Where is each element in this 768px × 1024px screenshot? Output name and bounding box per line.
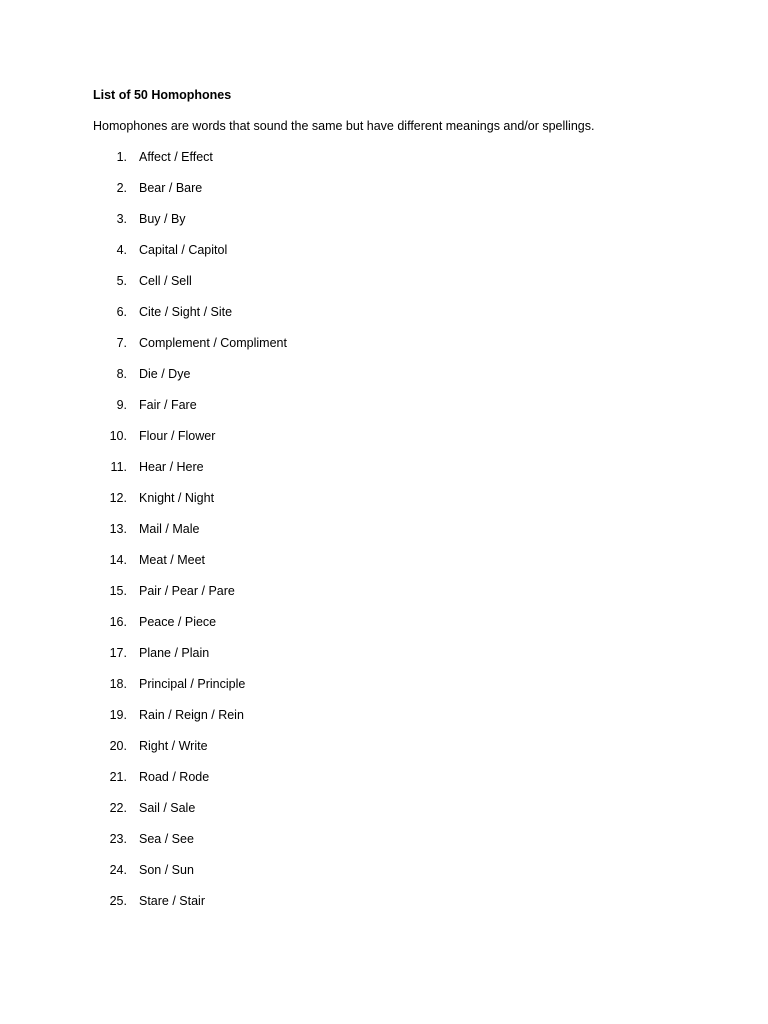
list-item-text: Complement / Compliment bbox=[139, 336, 287, 350]
list-item-number: 14. bbox=[109, 553, 127, 567]
list-item-text: Peace / Piece bbox=[139, 615, 217, 629]
list-item-number: 7. bbox=[116, 336, 127, 350]
list-item-text: Sea / See bbox=[139, 832, 194, 846]
list-item-text: Meat / Meet bbox=[139, 553, 205, 567]
list-item-text: Plane / Plain bbox=[139, 646, 210, 660]
list-item-number: 13. bbox=[109, 522, 127, 536]
list-item-number: 25. bbox=[109, 894, 127, 908]
list-item-number: 4. bbox=[116, 243, 127, 257]
list-item-text: Stare / Stair bbox=[139, 894, 205, 908]
list-item-text: Son / Sun bbox=[139, 863, 194, 877]
list-item-number: 16. bbox=[109, 615, 127, 629]
list-item-number: 20. bbox=[109, 739, 127, 753]
document-intro: Homophones are words that sound the same but have different meanings and/or spellings. bbox=[93, 119, 595, 133]
list-item-text: Mail / Male bbox=[139, 522, 200, 536]
list-item-number: 2. bbox=[116, 181, 127, 195]
list-item-number: 5. bbox=[116, 274, 127, 288]
list-item-text: Buy / By bbox=[139, 212, 186, 226]
list-item-number: 17. bbox=[109, 646, 127, 660]
list-item-text: Road / Rode bbox=[139, 770, 210, 784]
list-item-text: Rain / Reign / Rein bbox=[139, 708, 244, 722]
list-item-number: 24. bbox=[109, 863, 127, 877]
list-item-text: Capital / Capitol bbox=[139, 243, 228, 257]
list-item-number: 1. bbox=[116, 150, 127, 164]
list-item-number: 11. bbox=[110, 460, 127, 474]
list-item-text: Affect / Effect bbox=[139, 150, 213, 164]
list-item-text: Knight / Night bbox=[139, 491, 215, 505]
list-item-number: 21. bbox=[109, 770, 127, 784]
list-item-number: 22. bbox=[109, 801, 127, 815]
list-item-number: 10. bbox=[109, 429, 127, 443]
document-title: List of 50 Homophones bbox=[93, 88, 232, 102]
list-item-number: 8. bbox=[116, 367, 127, 381]
list-item-number: 3. bbox=[116, 212, 127, 226]
list-item-text: Die / Dye bbox=[139, 367, 191, 381]
list-item-number: 9. bbox=[116, 398, 127, 412]
list-item-text: Right / Write bbox=[139, 739, 208, 753]
list-item-number: 15. bbox=[109, 584, 127, 598]
list-item-text: Hear / Here bbox=[139, 460, 204, 474]
list-item-text: Sail / Sale bbox=[139, 801, 196, 815]
list-item-number: 12. bbox=[109, 491, 127, 505]
list-item-text: Bear / Bare bbox=[139, 181, 203, 195]
list-item-text: Fair / Fare bbox=[139, 398, 197, 412]
list-item-text: Principal / Principle bbox=[139, 677, 246, 691]
list-item-text: Pair / Pear / Pare bbox=[139, 584, 235, 598]
list-item-number: 23. bbox=[109, 832, 127, 846]
list-item-text: Cell / Sell bbox=[139, 274, 192, 288]
list-item-number: 18. bbox=[109, 677, 127, 691]
list-item-text: Flour / Flower bbox=[139, 429, 216, 443]
list-item-number: 19. bbox=[109, 708, 127, 722]
list-item-text: Cite / Sight / Site bbox=[139, 305, 233, 319]
list-item-number: 6. bbox=[116, 305, 127, 319]
